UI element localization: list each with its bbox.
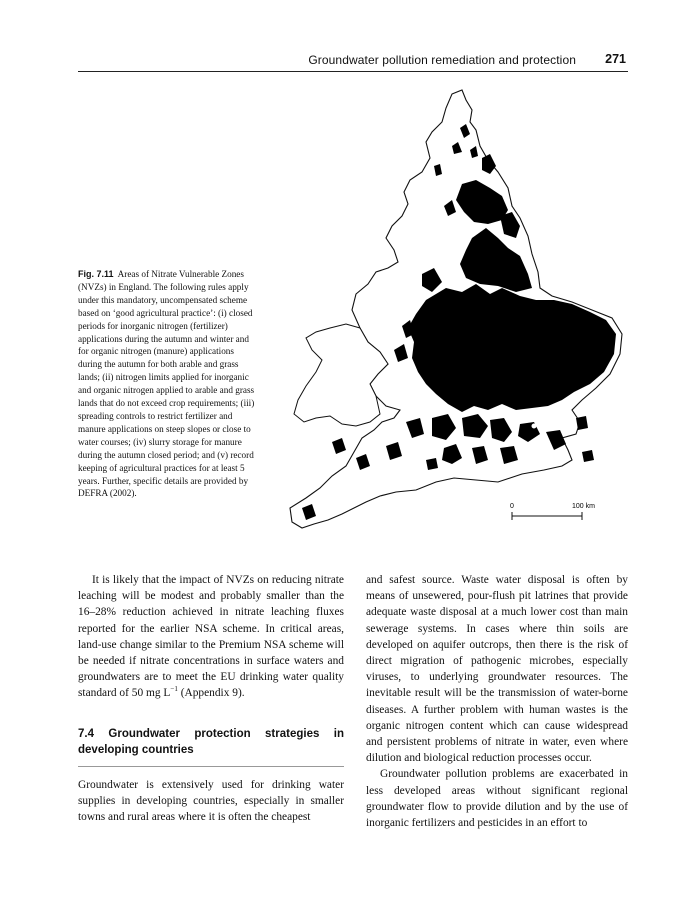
map-label-london: London	[538, 418, 564, 427]
paragraph: It is likely that the impact of NVZs on reducing nitrate leaching will be modest and probably smaller than the 16–28% reduction achieved in nitrate leaching fluxes reported for the earlier NSA scheme. In critical areas, land-use change similar to the Premium NSA scheme will be needed if nitrate concentrations in surface waters and groundwaters are to meet the EU drinking water quality standard of 50 mg $L^{-1}$ (Appendix 9).	[78, 574, 344, 700]
paragraph: and safest source. Waste water disposal is often by means of unsewered, pour-flush pit latrines that provide adequate waste disposal at a much lower cost than main sewerage systems. In cases where thin soils are developed on aquifer outcrops, then there is the risk of direct migration of pathogenic microbes, especially viruses, to underlying groundwater resources. The inevitable result will be the transmission of water-borne diseases. A further problem with human wastes is the organic nitrogen content which can cause widespread and persistent problems of nitrate in water, even where dilution and biological reduction processes occur.	[366, 574, 628, 765]
scale-bar	[510, 503, 595, 520]
section-number: 7.4	[78, 727, 94, 740]
running-header	[78, 51, 628, 72]
left-column	[78, 572, 344, 825]
paragraph: Groundwater pollution problems are exacerbated in less developed areas without significant regional groundwater flow to provide dilution and by the use of inorganic fertilizers and pesticides in an effort to	[366, 768, 628, 830]
nvz-map-england	[276, 88, 628, 540]
figure-caption-text: Areas of Nitrate Vulnerable Zones (NVZs) in England. The following rules apply under this mandatory, uncompensated scheme based on ‘good agricultural practice’: (i) closed periods for inorganic nitrogen (fertilizer) applications during the autumn and winter and for organic nitrogen (manure) applications during the autumn for both arable and grass lands; (ii) nitrogen limits applied for inorganic and organic nitrogen applied to arable and grass lands that do not exceed crop requirements; (iii) spreading controls to restrict fertilizer and manure applications on steep slopes or close to water courses; (iv) slurry storage for manure during the autumn closed period; and (v) record keeping of agricultural practices for at least 5 years. Further, specific details are provided by DEFRA (2002).	[78, 269, 255, 499]
running-title: Groundwater pollution remediation and protection	[308, 53, 576, 67]
section-title: Groundwater protection strategies in developing countries	[78, 727, 344, 756]
section-heading	[78, 726, 344, 767]
paragraph: Groundwater is extensively used for drinking water supplies in developing countries, especially in smaller towns and rural areas where it is often the cheapest	[78, 778, 344, 824]
scale-end-label: 100 km	[572, 503, 595, 510]
london-marker	[532, 424, 536, 428]
figure-label: Fig. 7.11	[78, 269, 114, 279]
figure-caption	[78, 268, 258, 500]
superscript: −1	[170, 685, 178, 694]
page-number: 271	[605, 52, 626, 66]
right-column	[366, 572, 628, 831]
scale-start-label: 0	[510, 503, 514, 510]
